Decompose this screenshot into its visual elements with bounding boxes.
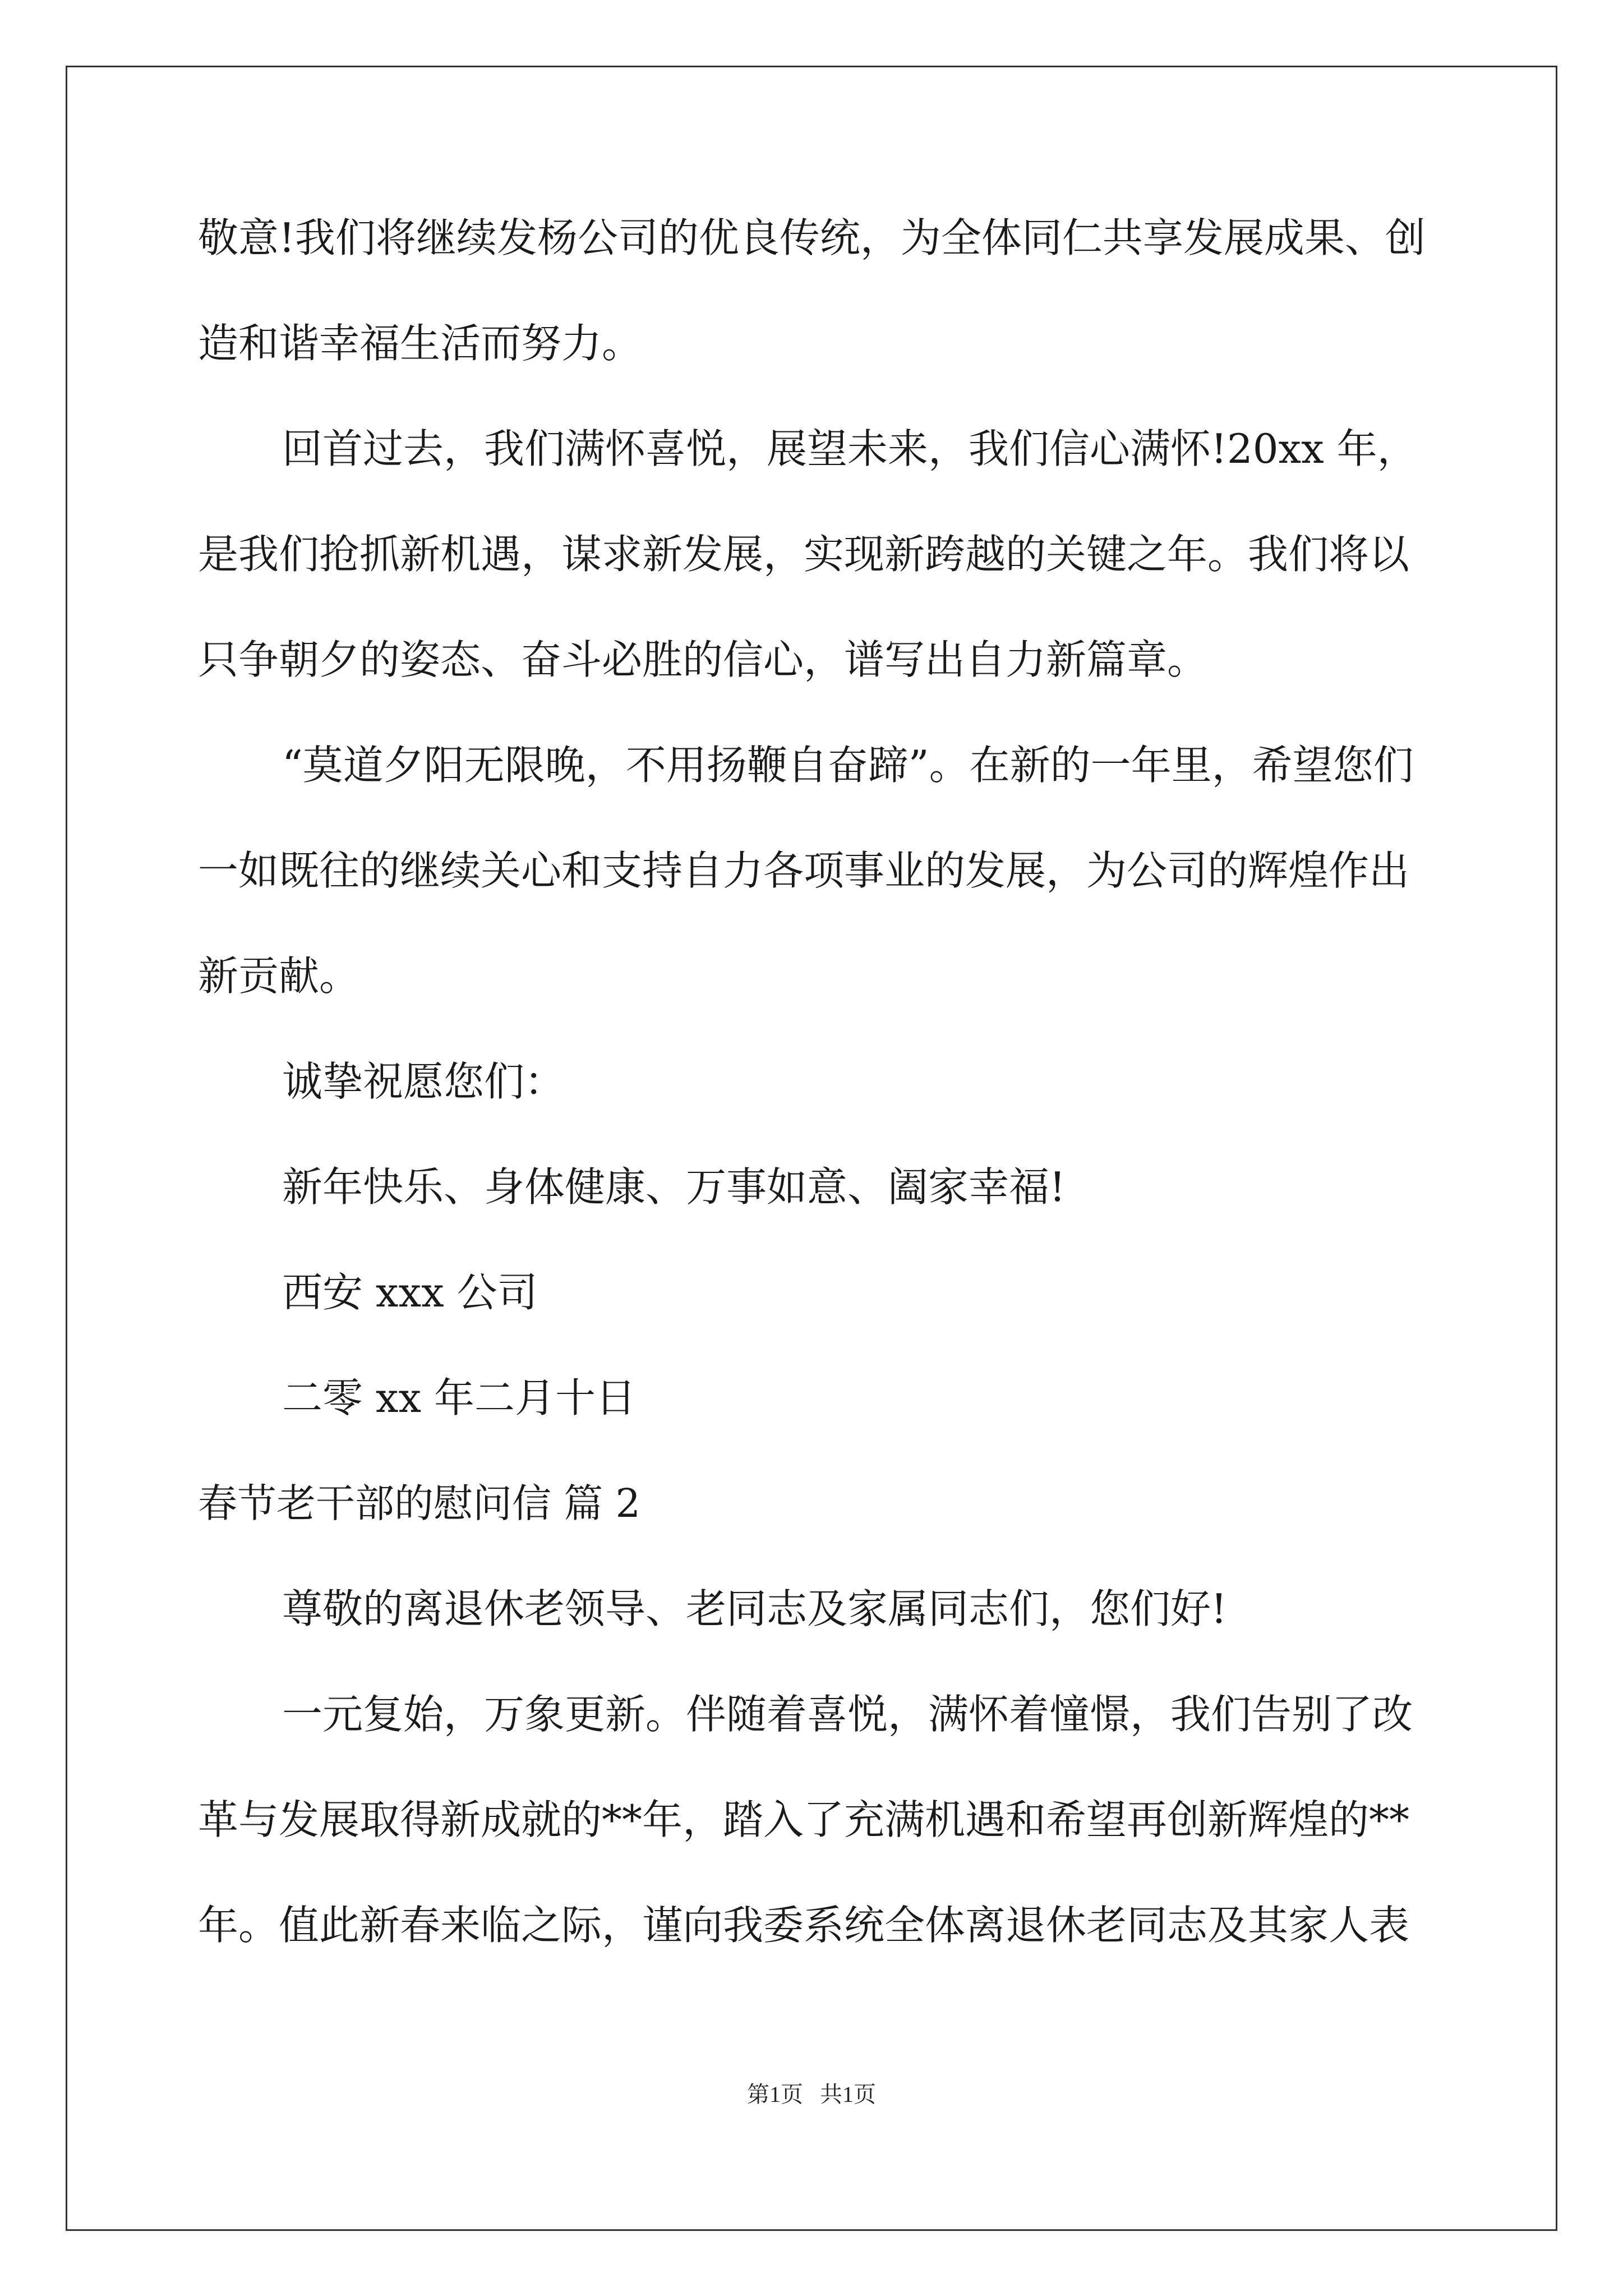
salutation-line: 尊敬的离退休老领导、老同志及家属同志们，您们好! [282,1585,1227,1632]
body-line: 是我们抢抓新机遇，谋求新发展，实现新跨越的关键之年。我们将以 [198,531,1410,578]
signature-date: 二零 xx 年二月十日 [282,1374,636,1421]
body-line: 造和谐幸福生活而努力。 [198,320,643,367]
body-line: 回首过去，我们满怀喜悦，展望未来，我们信心满怀!20xx 年， [282,425,1418,472]
body-line: 一如既往的继续关心和支持自力各项事业的发展，为公司的辉煌作出 [198,847,1410,894]
body-line: “莫道夕阳无限晚，不用扬鞭自奋蹄”。在新的一年里，希望您们 [282,742,1414,789]
signature-company: 西安 xxx 公司 [282,1269,538,1316]
body-line: 新贡献。 [198,953,360,1000]
body-line: 革与发展取得新成就的**年，踏入了充满机遇和希望再创新辉煌的** [198,1796,1410,1843]
body-line: 一元复始，万象更新。伴随着喜悦，满怀着憧憬，我们告别了改 [282,1691,1413,1738]
page-number-footer: 第1页 共1页 [747,2082,876,2107]
wishes-line: 新年快乐、身体健康、万事如意、阖家幸福! [282,1163,1066,1211]
body-line: 年。值此新春来临之际，谨向我委系统全体离退休老同志及其家人表 [198,1902,1410,1949]
greeting-line: 诚挚祝愿您们： [282,1058,565,1105]
body-line: 只争朝夕的姿态、奋斗必胜的信心，谱写出自力新篇章。 [198,636,1208,683]
body-line: 敬意!我们将继续发杨公司的优良传统，为全体同仁共享发展成果、创 [198,214,1426,261]
section-heading: 春节老干部的慰问信 篇 2 [198,1480,641,1526]
